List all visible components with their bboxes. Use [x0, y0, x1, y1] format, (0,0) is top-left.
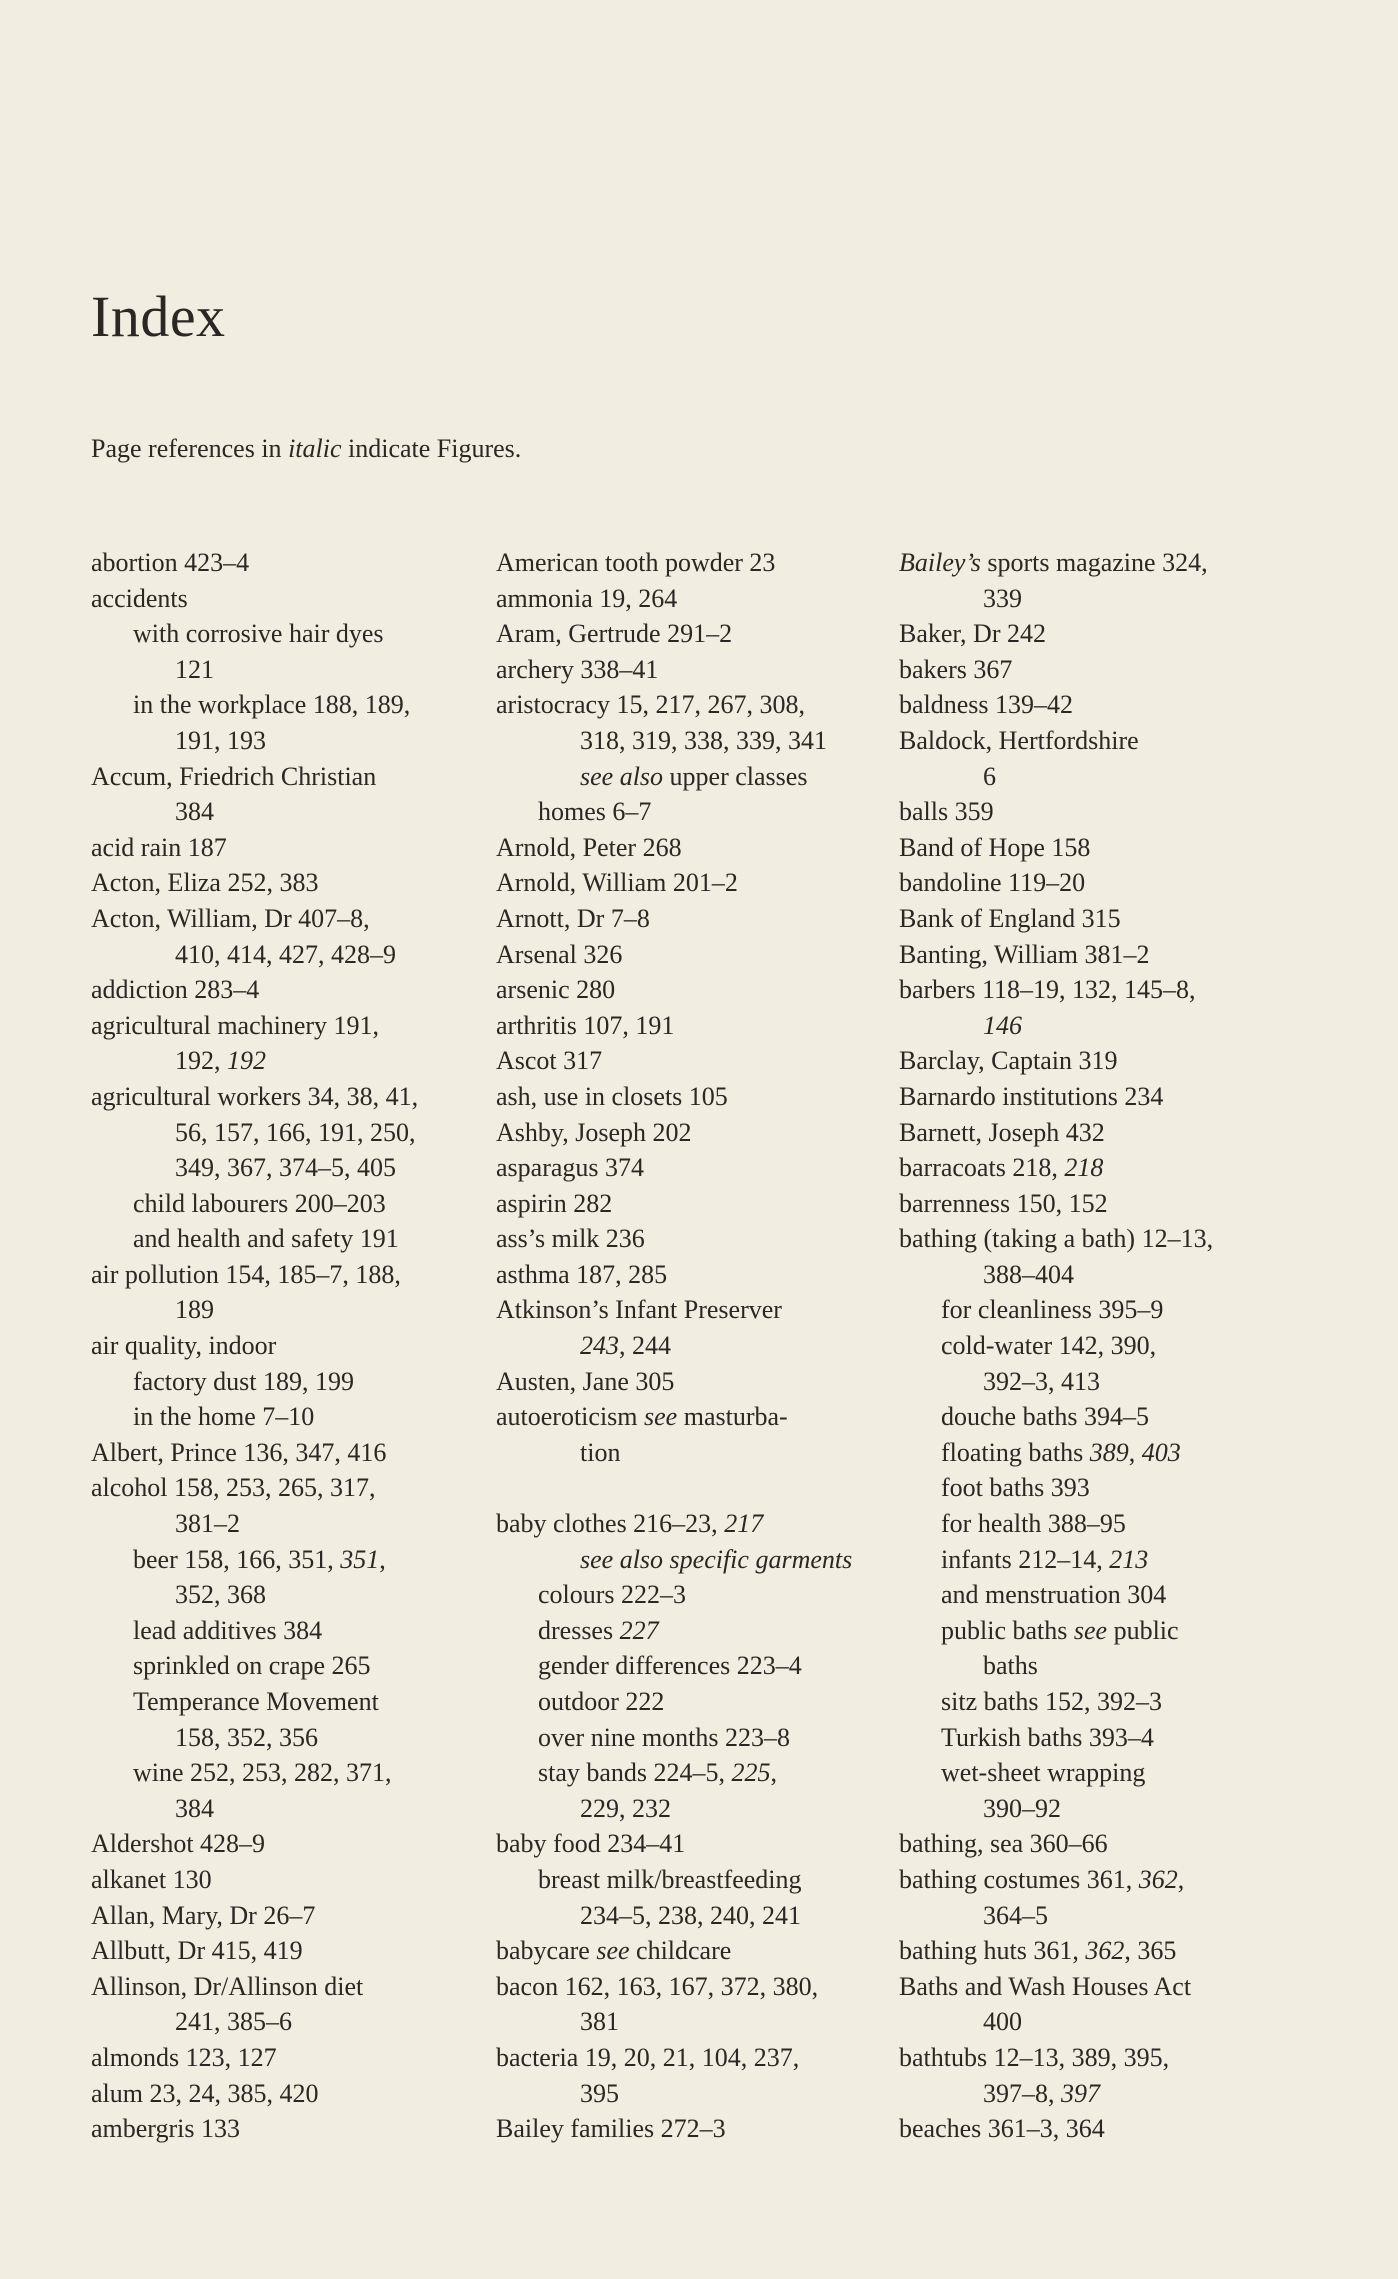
italic-reference: 213 [1109, 1544, 1149, 1574]
index-entry: Allan, Mary, Dr 26–7 [91, 1900, 316, 1930]
italic-reference: Bailey’s [899, 548, 981, 577]
italic-reference: see [596, 1936, 630, 1966]
index-entry: Ascot 317 [496, 1046, 603, 1076]
index-continuation: 364–5 [983, 1900, 1048, 1930]
italic-reference: 192 [227, 1046, 266, 1076]
index-continuation: 318, 319, 338, 339, 341 [580, 725, 827, 755]
index-entry: bakers 367 [899, 654, 1013, 684]
index-subentry: foot baths 393 [941, 1473, 1090, 1503]
index-column-1 [91, 545, 481, 2147]
index-subentry: and health and safety 191 [133, 1224, 399, 1254]
index-entry: ammonia 19, 264 [496, 583, 678, 613]
index-subentry: and menstruation 304 [941, 1580, 1167, 1610]
index-entry: babycare see childcare [496, 1936, 732, 1966]
index-entry: autoeroticism see masturba- [496, 1402, 788, 1432]
index-entry: aristocracy 15, 217, 267, 308, [496, 690, 806, 720]
index-entry: balls 359 [899, 797, 994, 827]
italic-reference: 389 [1089, 1437, 1129, 1467]
index-continuation: 241, 385–6 [175, 2007, 292, 2037]
index-entry: air quality, indoor [91, 1331, 277, 1361]
index-entry: Aldershot 428–9 [91, 1829, 266, 1859]
index-continuation: 234–5, 238, 240, 241 [580, 1900, 801, 1930]
index-continuation: 229, 232 [580, 1793, 671, 1823]
index-subentry: beer 158, 166, 351, 351, [133, 1544, 386, 1574]
index-entry: Bank of England 315 [899, 903, 1121, 933]
index-subentry: in the workplace 188, 189, [133, 690, 411, 720]
index-subentry: cold-water 142, 390, [941, 1331, 1157, 1361]
index-subentry: breast milk/breastfeeding [538, 1864, 802, 1894]
index-continuation: 121 [175, 654, 214, 684]
index-entry: Barnett, Joseph 432 [899, 1117, 1105, 1147]
index-entry: asthma 187, 285 [496, 1259, 668, 1289]
italic-note [91, 434, 521, 464]
index-entry: Accum, Friedrich Christian [91, 761, 377, 791]
index-subentry: sprinkled on crape 265 [133, 1651, 371, 1681]
index-continuation: 381 [580, 2007, 619, 2037]
index-entry: bathing (taking a bath) 12–13, [899, 1224, 1214, 1254]
index-entry: acid rain 187 [91, 832, 227, 862]
index-continuation: baths [983, 1651, 1038, 1681]
index-subentry: sitz baths 152, 392–3 [941, 1687, 1162, 1716]
index-entry: Baths and Wash Houses Act [899, 1971, 1192, 2001]
index-continuation: 158, 352, 356 [175, 1722, 318, 1752]
index-entry: Barclay, Captain 319 [899, 1046, 1118, 1076]
index-entry: agricultural workers 34, 38, 41, [91, 1081, 419, 1111]
index-entry: Arnott, Dr 7–8 [496, 903, 650, 933]
index-entry: arthritis 107, 191 [496, 1010, 675, 1040]
index-entry: Arnold, William 201–2 [496, 868, 738, 898]
index-continuation [496, 1542, 886, 1578]
index-entry: arsenic 280 [496, 975, 616, 1005]
index-entry: American tooth powder 23 [496, 548, 776, 577]
index-continuation: 392–3, 413 [983, 1366, 1100, 1396]
index-entry: beaches 361–3, 364 [899, 2114, 1105, 2144]
index-entry: Acton, Eliza 252, 383 [91, 868, 319, 898]
italic-reference: see also specific garments [580, 1544, 853, 1574]
index-subentry: douche baths 394–5 [941, 1402, 1149, 1432]
index-entry: bandoline 119–20 [899, 868, 1086, 898]
index-entry: aspirin 282 [496, 1188, 613, 1218]
index-entry: ass’s milk 236 [496, 1224, 645, 1254]
index-entry: Bailey’s sports magazine 324, [899, 548, 1208, 577]
index-entry: almonds 123, 127 [91, 2042, 277, 2072]
index-entry [496, 1470, 886, 1506]
index-entry: bacon 162, 163, 167, 372, 380, [496, 1971, 819, 2001]
index-continuation: tion [580, 1437, 621, 1467]
italic-reference: see [644, 1402, 678, 1432]
index-subentry: colours 222–3 [538, 1580, 687, 1610]
index-continuation: 410, 414, 427, 428–9 [175, 939, 396, 969]
index-entry: agricultural machinery 191, [91, 1010, 380, 1040]
index-subentry: factory dust 189, 199 [133, 1366, 354, 1396]
index-entry: archery 338–41 [496, 654, 659, 684]
index-entry: Ashby, Joseph 202 [496, 1117, 692, 1147]
index-entry: Acton, William, Dr 407–8, [91, 903, 370, 933]
index-subentry: Turkish baths 393–4 [941, 1722, 1154, 1752]
index-continuation: 339 [983, 583, 1022, 613]
italic-reference: 397 [1061, 2078, 1100, 2108]
italic-reference: 351 [340, 1544, 380, 1574]
index-subentry: Temperance Movement [133, 1687, 379, 1716]
index-subentry: for health 388–95 [941, 1509, 1126, 1539]
italic-reference: 227 [619, 1615, 659, 1645]
index-entry: alkanet 130 [91, 1864, 212, 1894]
note-text-start: Page references in [91, 434, 289, 463]
index-continuation: 243, 244 [580, 1331, 671, 1361]
index-continuation: see also upper classes [580, 761, 808, 791]
index-entry: bathtubs 12–13, 389, 395, [899, 2042, 1170, 2072]
index-entry: baby clothes 216–23, 217 [496, 1509, 764, 1539]
index-continuation: 390–92 [983, 1793, 1061, 1823]
index-continuation: 388–404 [983, 1259, 1074, 1289]
index-entry: Austen, Jane 305 [496, 1366, 675, 1396]
index-continuation: 352, 368 [175, 1580, 266, 1610]
index-subentry: dresses 227 [538, 1615, 659, 1645]
note-text-end: indicate Figures. [341, 434, 522, 463]
index-subentry: gender differences 223–4 [538, 1651, 802, 1681]
index-continuation: 349, 367, 374–5, 405 [175, 1153, 396, 1183]
index-entry: baby food 234–41 [496, 1829, 686, 1859]
index-entry: Albert, Prince 136, 347, 416 [91, 1437, 387, 1467]
index-entry: Band of Hope 158 [899, 832, 1091, 862]
index-entry: ash, use in closets 105 [496, 1081, 728, 1111]
index-entry: barbers 118–19, 132, 145–8, [899, 975, 1196, 1005]
index-entry: abortion 423–4 [91, 548, 250, 577]
index-entry: barracoats 218, 218 [899, 1153, 1104, 1183]
index-continuation: 381–2 [175, 1509, 240, 1539]
index-entry: asparagus 374 [496, 1153, 645, 1183]
index-subentry: for cleanliness 395–9 [941, 1295, 1164, 1325]
index-entry: Baldock, Hertfordshire [899, 725, 1139, 755]
index-subentry: public baths see public [941, 1615, 1179, 1645]
index-subentry: with corrosive hair dyes [133, 619, 384, 649]
index-subentry: child labourers 200–203 [133, 1188, 386, 1218]
index-entry: Allbutt, Dr 415, 419 [91, 1936, 303, 1966]
index-continuation: 189 [175, 1295, 214, 1325]
index-subentry: over nine months 223–8 [538, 1722, 791, 1752]
index-entry: Allinson, Dr/Allinson diet [91, 1971, 364, 2001]
index-entry: bathing, sea 360–66 [899, 1829, 1108, 1859]
italic-reference: see also [580, 761, 664, 791]
index-entry: Arsenal 326 [496, 939, 623, 969]
index-continuation: 400 [983, 2007, 1022, 2037]
index-entry: bathing costumes 361, 362, [899, 1864, 1185, 1894]
italic-reference: 217 [724, 1509, 764, 1539]
index-entry: addiction 283–4 [91, 975, 260, 1005]
italic-reference: 362 [1085, 1936, 1125, 1966]
index-column-3 [899, 545, 1289, 2147]
index-continuation: 397–8, 397 [983, 2078, 1100, 2108]
index-continuation: 56, 157, 166, 191, 250, [175, 1117, 416, 1147]
index-subentry: infants 212–14, 213 [941, 1544, 1149, 1574]
italic-reference: 146 [983, 1010, 1022, 1040]
index-subentry: wine 252, 253, 282, 371, [133, 1758, 392, 1788]
index-entry: baldness 139–42 [899, 690, 1074, 720]
index-continuation [899, 1008, 1289, 1044]
page-title: Index [91, 284, 226, 349]
index-subentry: stay bands 224–5, 225, [538, 1758, 778, 1788]
index-entry: ambergris 133 [91, 2114, 240, 2144]
index-continuation: 395 [580, 2078, 619, 2108]
index-entry: Aram, Gertrude 291–2 [496, 619, 733, 649]
index-entry: air pollution 154, 185–7, 188, [91, 1259, 401, 1289]
index-entry: Banting, William 381–2 [899, 939, 1150, 969]
index-entry: alum 23, 24, 385, 420 [91, 2078, 319, 2108]
italic-reference: see [1073, 1615, 1108, 1645]
index-continuation: 384 [175, 1793, 214, 1823]
note-italic-word: italic [288, 434, 342, 463]
italic-reference: 218 [1064, 1153, 1104, 1183]
index-entry: Barnardo institutions 234 [899, 1081, 1164, 1111]
italic-reference: 225 [731, 1758, 771, 1788]
index-continuation: 6 [983, 761, 996, 791]
italic-reference: 243 [580, 1331, 619, 1361]
index-continuation: 191, 193 [175, 725, 266, 755]
italic-reference: 362 [1138, 1864, 1178, 1894]
index-continuation: 384 [175, 797, 214, 827]
index-subentry: wet-sheet wrapping [941, 1758, 1146, 1788]
index-entry: alcohol 158, 253, 265, 317, [91, 1473, 376, 1503]
index-column-2 [496, 545, 886, 2147]
index-entry: Atkinson’s Infant Preserver [496, 1295, 782, 1325]
index-entry: barrenness 150, 152 [899, 1188, 1108, 1218]
index-continuation: 192, 192 [175, 1046, 266, 1076]
index-entry: accidents [91, 583, 188, 613]
index-entry: Arnold, Peter 268 [496, 832, 682, 862]
index-entry: Baker, Dr 242 [899, 619, 1046, 649]
index-entry: bacteria 19, 20, 21, 104, 237, [496, 2042, 800, 2072]
index-subentry: lead additives 384 [133, 1615, 323, 1645]
index-subentry: in the home 7–10 [133, 1402, 315, 1432]
index-subentry: homes 6–7 [538, 797, 652, 827]
index-subentry: floating baths 389, 403 [941, 1437, 1181, 1467]
italic-reference: 403 [1141, 1437, 1181, 1467]
index-subentry: outdoor 222 [538, 1687, 665, 1716]
index-entry: bathing huts 361, 362, 365 [899, 1936, 1177, 1966]
index-entry: Bailey families 272–3 [496, 2114, 726, 2144]
